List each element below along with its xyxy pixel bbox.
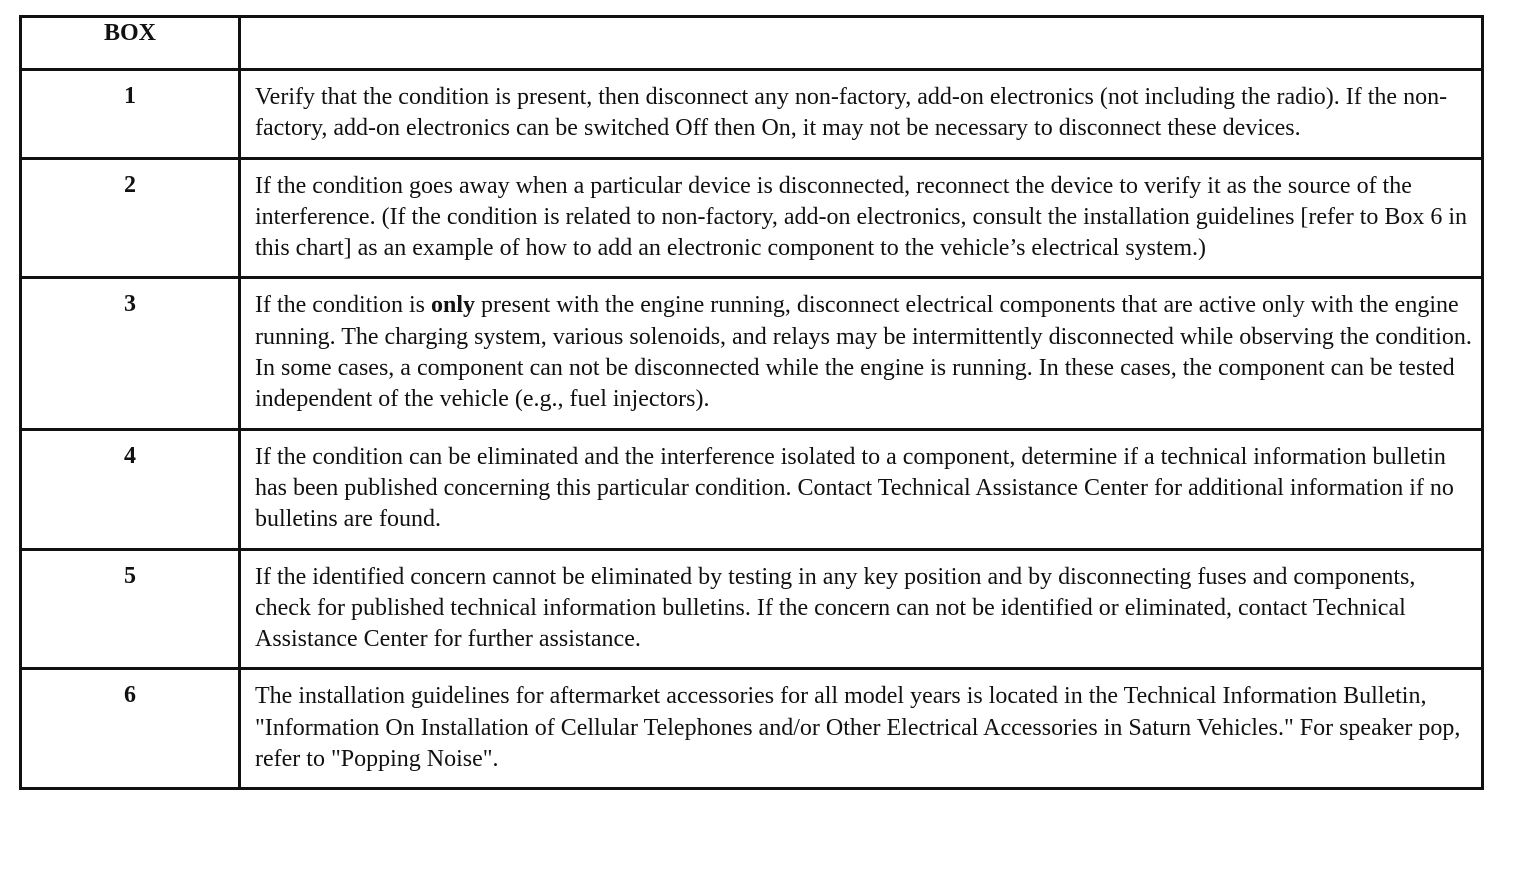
box-description: If the condition goes away when a particular device is disconnected, reconnect the device to verify it as the source of the interference. (If the condition is related to non-factory, add-on electronics, consult the installation guidelines [refer to Box 6 in this chart] as an example of how to add an electronic component to the vehicle’s electrical system.): [240, 158, 1483, 278]
box-description-emphasis: only: [430, 292, 475, 319]
description-column-header: [240, 17, 1483, 70]
box-description-end: present with the engine running, disconnect electrical components that are active only with the engine running. The charging system, various solenoids, and relays may be intermittently disconnected while observing the condition. In some cases, a component can not be disconnected while the engine is running. In these cases, the component can be tested independent of the vehicle (e.g., fuel injectors).: [255, 292, 1472, 413]
box-description: If the condition can be eliminated and the interference isolated to a component, determine if a technical information bulletin has been published concerning this particular condition. Contact Technical Assistance Center for additional information if no bulletins are found.: [240, 429, 1483, 549]
table-row: [21, 669, 1483, 789]
box-description-start: If the condition is: [255, 292, 431, 319]
box-description: The installation guidelines for aftermarket accessories for all model years is located in the Technical Information Bulletin, "Information On Installation of Cellular Telephones and/or Other Electrical Accessories in Saturn Vehicles." For speaker pop, refer to "Popping Noise".: [240, 669, 1483, 789]
box-number: 3: [21, 278, 240, 429]
box-table: [19, 15, 1484, 790]
table-header-row: [21, 17, 1483, 70]
table-row: [21, 549, 1483, 669]
box-number: 2: [21, 158, 240, 278]
table-row: [21, 278, 1483, 429]
table-row: [21, 429, 1483, 549]
box-description: If the identified concern cannot be eliminated by testing in any key position and by disconnecting fuses and components, check for published technical information bulletins. If the concern can not be identified or eliminated, contact Technical Assistance Center for further assistance.: [240, 549, 1483, 669]
box-number: 1: [21, 70, 240, 159]
box-number: 5: [21, 549, 240, 669]
box-description: [240, 278, 1483, 429]
table-row: [21, 158, 1483, 278]
table-row: [21, 70, 1483, 159]
box-number: 6: [21, 669, 240, 789]
box-column-header: BOX: [21, 17, 240, 70]
box-number: 4: [21, 429, 240, 549]
box-description: Verify that the condition is present, then disconnect any non-factory, add-on electronics (not including the radio). If the non-factory, add-on electronics can be switched Off then On, it may not be necessary to disconnect these devices.: [240, 70, 1483, 159]
